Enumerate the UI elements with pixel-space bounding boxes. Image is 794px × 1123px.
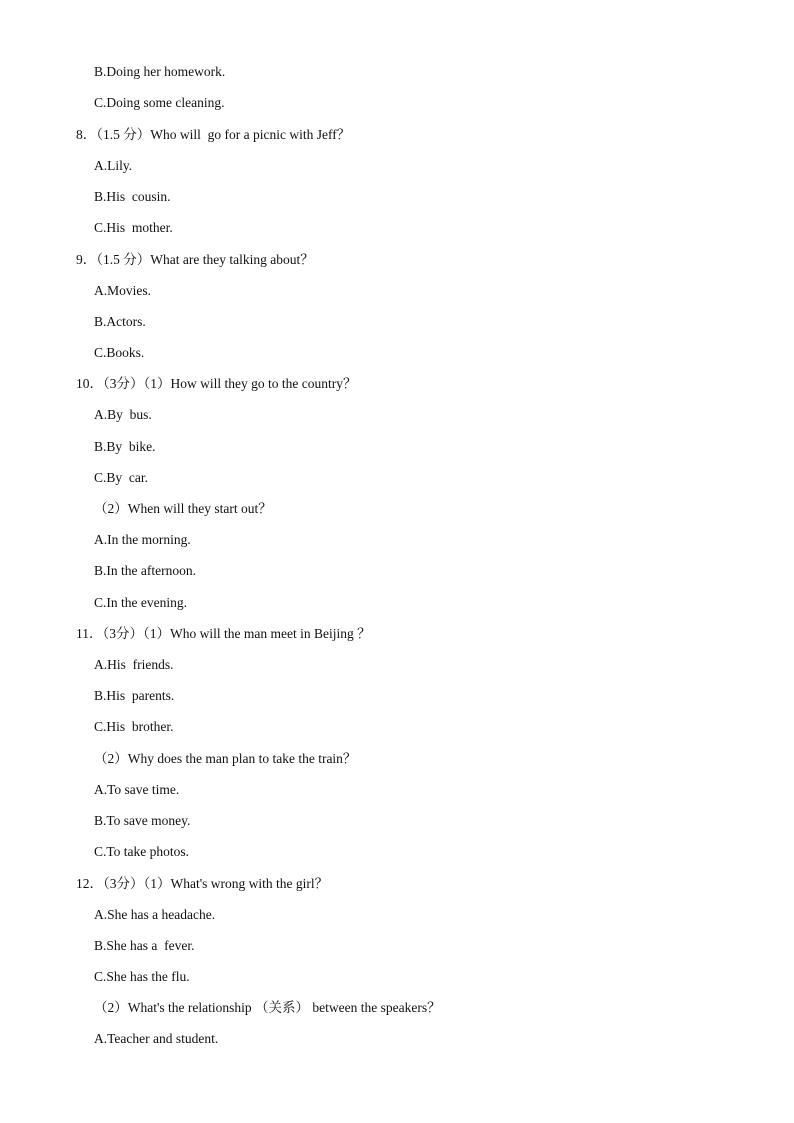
question-line: 12．（3分）（1）What's wrong with the girl？ — [76, 876, 329, 891]
option-line: B.She has a fever. — [94, 938, 195, 953]
option-line: B.To save money. — [94, 813, 191, 828]
option-line: C.She has the flu. — [94, 969, 190, 984]
option-line: B.By bike. — [94, 439, 156, 454]
option-line: B.Actors. — [94, 314, 146, 329]
subquestion-line: （2）What's the relationship （关系） between the speakers？ — [94, 1000, 441, 1015]
option-line: A.His friends. — [94, 657, 174, 672]
option-line: B.Doing her homework. — [94, 64, 226, 79]
option-line: A.In the morning. — [94, 532, 191, 547]
option-line: B.His parents. — [94, 688, 175, 703]
question-line: 9．（1.5 分）What are they talking about？ — [76, 252, 314, 267]
question-line: 11．（3分）（1）Who will the man meet in Beijing ？ — [76, 626, 371, 641]
option-line: A.Lily. — [94, 158, 133, 173]
question-line: 10．（3分）（1）How will they go to the country？ — [76, 376, 357, 391]
option-line: A.To save time. — [94, 782, 180, 797]
option-line: C.Books. — [94, 345, 145, 360]
option-line: C.In the evening. — [94, 595, 187, 610]
subquestion-line: （2）When will they start out？ — [94, 501, 272, 516]
option-line: A.By bus. — [94, 407, 152, 422]
option-line: A.Movies. — [94, 283, 151, 298]
option-line: C.By car. — [94, 470, 148, 485]
option-line: A.She has a headache. — [94, 907, 216, 922]
option-line: B.His cousin. — [94, 189, 171, 204]
subquestion-line: （2）Why does the man plan to take the train？ — [94, 751, 357, 766]
option-line: C.Doing some cleaning. — [94, 95, 225, 110]
option-line: C.To take photos. — [94, 844, 190, 859]
option-line: A.Teacher and student. — [94, 1031, 219, 1046]
option-line: C.His mother. — [94, 220, 173, 235]
option-line: C.His brother. — [94, 719, 174, 734]
option-line: B.In the afternoon. — [94, 563, 196, 578]
question-line: 8．（1.5 分）Who will go for a picnic with Jeff？ — [76, 127, 351, 142]
